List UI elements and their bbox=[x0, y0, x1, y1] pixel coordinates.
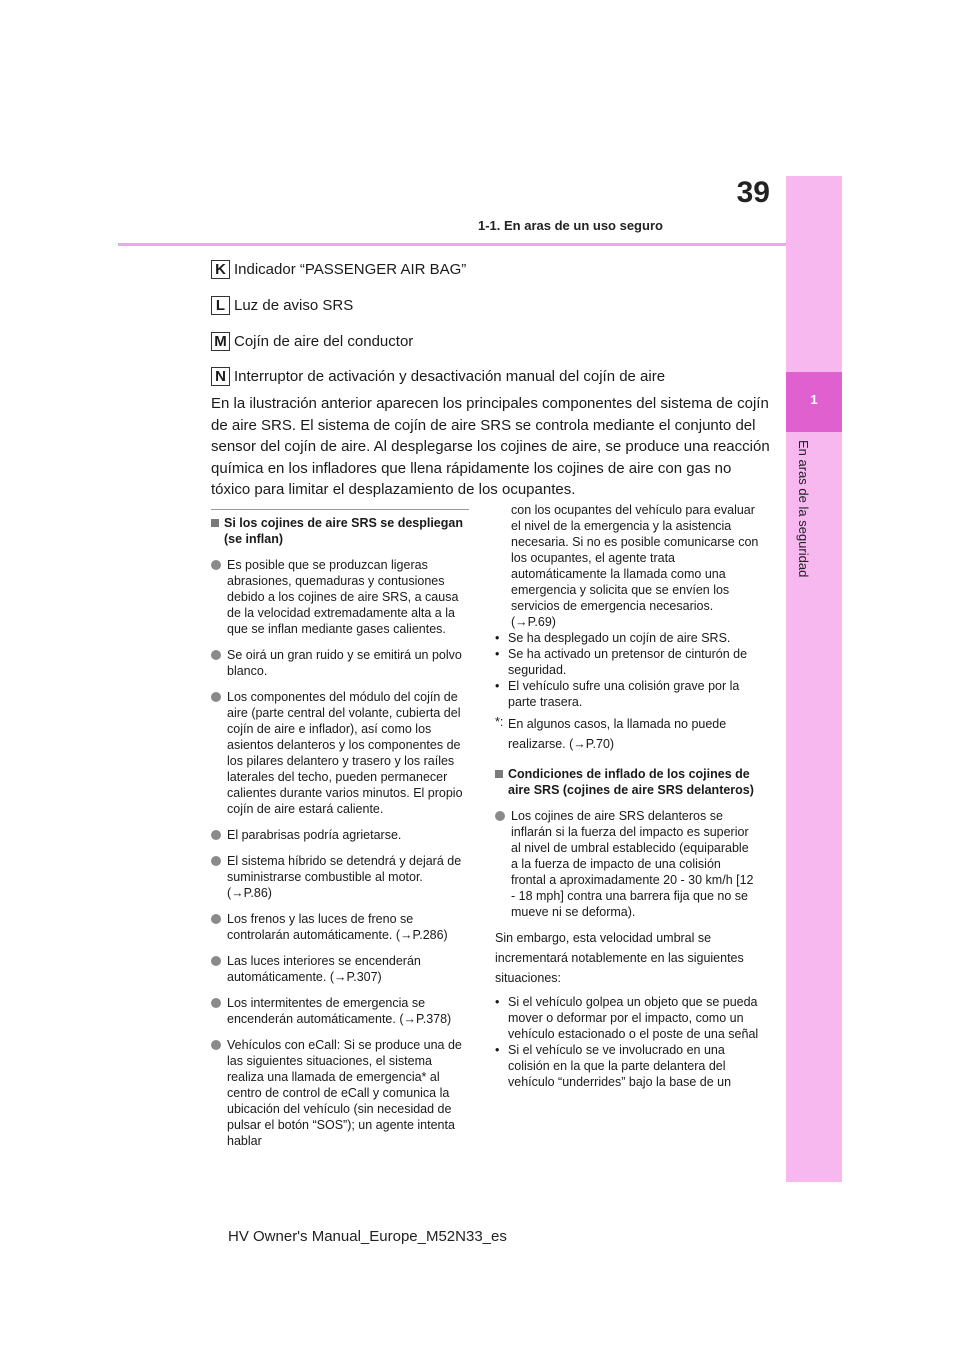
legend-item-text: Luz de aviso SRS bbox=[234, 297, 354, 314]
square-bullet-icon bbox=[495, 770, 503, 778]
square-bullet-icon bbox=[211, 519, 219, 527]
circle-bullet-icon bbox=[495, 811, 505, 821]
footnote: *: En algunos casos, la llamada no puede realizarse. (→P.70) bbox=[495, 715, 727, 751]
header-divider bbox=[118, 243, 786, 246]
list-item: • Se ha activado un pretensor de cinturón de seguridad. bbox=[495, 647, 748, 677]
list-item: El sistema híbrido se detendrá y dejará de suministrarse combustible al motor. (→P.86) bbox=[211, 853, 469, 901]
list-item: Los componentes del módulo del cojín de aire (parte central del volante, cubierta del cojín de aire e inflador), así como los asientos delanteros y los componentes de los pilares delantero y trasero y los raíles laterales del techo, pueden permanecer calientes durante varios minutos. El propio cojín de aire estará caliente. bbox=[211, 689, 469, 817]
list-item: Es posible que se produzcan ligeras abrasiones, quemaduras y contusiones debido a los cojines de aire SRS, a causa de la velocidad extremadamente alta a la que se inflan mediante gases calientes. bbox=[211, 557, 469, 637]
section-heading: Si los cojines de aire SRS se despliegan (se inflan) bbox=[211, 515, 469, 547]
footer-text: HV Owner's Manual_Europe_M52N33_es bbox=[228, 1228, 507, 1245]
list-item: Los frenos y las luces de freno se controlarán automáticamente. (→P.286) bbox=[211, 911, 469, 943]
continuation-text: con los ocupantes del vehículo para evaluar el nivel de la emergencia y la asistencia necesaria. Si no es posible comunicarse con los ocupantes, el agente trata automáticamente la llamada como una emergencia y solicita que se envíen los servicios de emergencia necesarios. (→P.69) bbox=[511, 503, 759, 629]
legend-item-k bbox=[211, 260, 466, 279]
circle-bullet-icon bbox=[211, 956, 221, 966]
chapter-title: En aras de la seguridad bbox=[796, 440, 811, 578]
list-item: • Si el vehículo golpea un objeto que se pueda mover o deformar por el impacto, como un vehículo estacionado o el poste de una señal bbox=[495, 995, 759, 1041]
letter-n-badge: N bbox=[211, 367, 230, 386]
right-column bbox=[495, 502, 759, 1090]
left-column bbox=[211, 515, 469, 1149]
circle-bullet-icon bbox=[211, 650, 221, 660]
section-header: 1-1. En aras de un uso seguro bbox=[478, 218, 663, 233]
list-item: Vehículos con eCall: Si se produce una de las siguientes situaciones, el sistema realiza una llamada de emergencia* al centro de control de eCall y comunica la ubicación del vehículo (sin necesidad de pulsar el botón “SOS”); un agente intenta hablar bbox=[211, 1037, 469, 1149]
circle-bullet-icon bbox=[211, 830, 221, 840]
legend-item-text: Cojín de aire del conductor bbox=[234, 333, 414, 350]
column-divider bbox=[211, 509, 469, 510]
list-item: • Si el vehículo se ve involucrado en una colisión en la que la parte delantera del vehículo “underrides” bajo la base de un bbox=[495, 1043, 732, 1089]
circle-bullet-icon bbox=[211, 856, 221, 866]
circle-bullet-icon bbox=[211, 560, 221, 570]
circle-bullet-icon bbox=[211, 1040, 221, 1050]
legend-item-m bbox=[211, 332, 413, 351]
legend-item-n bbox=[211, 367, 665, 386]
chapter-number: 1 bbox=[810, 392, 818, 407]
section-heading: Condiciones de inflado de los cojines de aire SRS (cojines de aire SRS delanteros) bbox=[495, 766, 759, 798]
list-item: Las luces interiores se encenderán automáticamente. (→P.307) bbox=[211, 953, 469, 985]
list-item: • El vehículo sufre una colisión grave por la parte trasera. bbox=[495, 679, 740, 709]
legend-item-text: Indicador “PASSENGER AIR BAG” bbox=[234, 261, 467, 278]
list-item: Los intermitentes de emergencia se encenderán automáticamente. (→P.378) bbox=[211, 995, 469, 1027]
list-item: Los cojines de aire SRS delanteros se inflarán si la fuerza del impacto es superior al nivel de umbral establecido (equiparable a la fuerza de impacto de una colisión frontal a aproximadamente 20 - 30 km/h [12 - 18 mph] contra una barrera fija que no se mueve ni se deforma). bbox=[495, 808, 759, 920]
circle-bullet-icon bbox=[211, 914, 221, 924]
page-number: 39 bbox=[736, 176, 770, 209]
letter-l-badge: L bbox=[211, 296, 230, 315]
circle-bullet-icon bbox=[211, 998, 221, 1008]
paragraph: Sin embargo, esta velocidad umbral se incrementará notablemente en las siguientes situaciones: bbox=[495, 931, 744, 985]
circle-bullet-icon bbox=[211, 692, 221, 702]
legend-item-l bbox=[211, 296, 353, 315]
list-item: Se oirá un gran ruido y se emitirá un polvo blanco. bbox=[211, 647, 469, 679]
letter-m-badge: M bbox=[211, 332, 230, 351]
letter-k-badge: K bbox=[211, 260, 230, 279]
intro-paragraph: En la ilustración anterior aparecen los principales componentes del sistema de cojín de aire SRS. El sistema de cojín de aire SRS se controla mediante el conjunto del sensor del cojín de aire. Al desplegarse los cojines de aire, se produce una reacción química en los infladores que llena rápidamente los cojines de aire con gas no tóxico para limitar el desplazamiento de los ocupantes. bbox=[211, 395, 770, 498]
legend-item-text: Interruptor de activación y desactivación manual del cojín de aire bbox=[234, 368, 666, 385]
list-item: El parabrisas podría agrietarse. bbox=[211, 827, 469, 843]
chapter-side-tab bbox=[786, 176, 842, 1182]
list-item: • Se ha desplegado un cojín de aire SRS. bbox=[495, 631, 731, 645]
